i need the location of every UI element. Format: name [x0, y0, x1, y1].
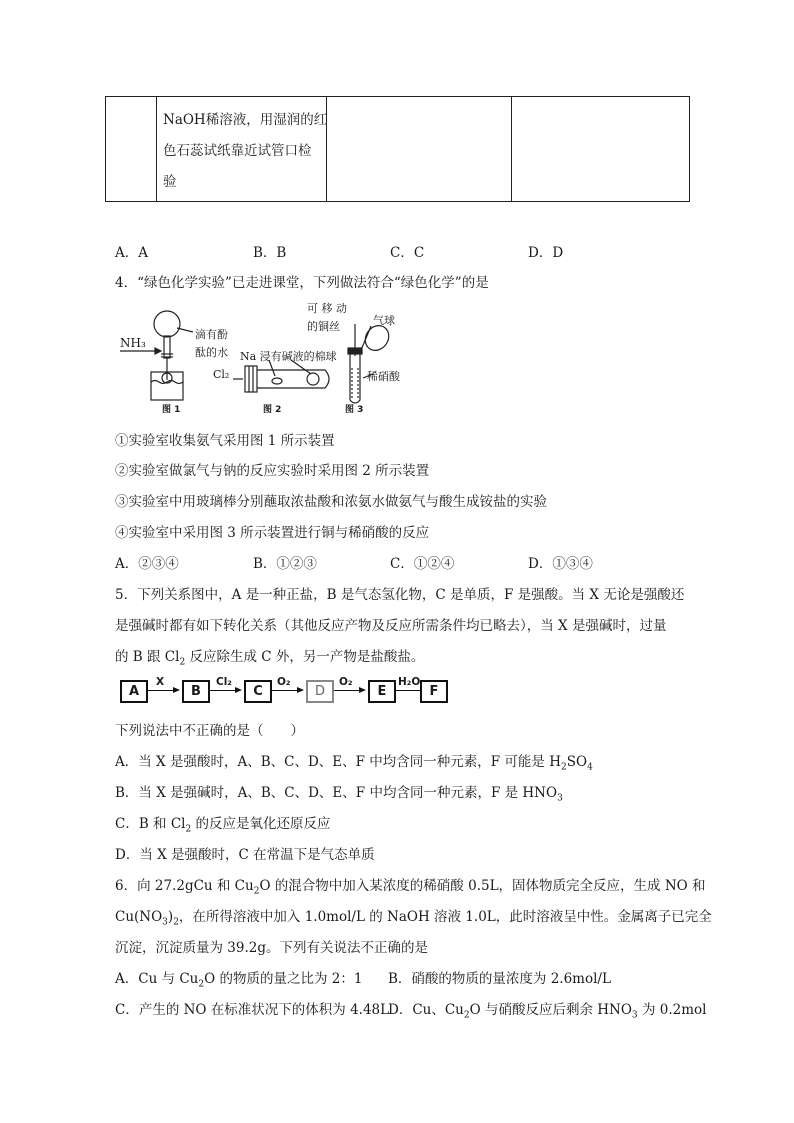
- q4-statement-2: ②实验室做氯气与钠的反应实验时采用图 2 所示装置: [115, 463, 430, 479]
- q6-option-c[interactable]: C．产生的 NO 在标准状况下的体积为 4.48L: [115, 1002, 390, 1018]
- q4-option-b[interactable]: B．①②③: [253, 556, 317, 572]
- table-cell-text: [163, 105, 331, 198]
- q3-option-d[interactable]: D．D: [528, 245, 564, 261]
- flow-arrow: O₂: [272, 690, 302, 691]
- flow-box-a: A: [120, 680, 148, 703]
- q4-statement-4: ④实验室中采用图 3 所示装置进行铜与稀硝酸的反应: [115, 525, 430, 541]
- q6-stem-line3: 沉淀，沉淀质量为 39.2g。下列有关说法不正确的是: [115, 940, 428, 956]
- q4-stem: 4．“绿色化学实验”已走进课堂，下列做法符合“绿色化学”的是: [115, 275, 489, 291]
- q5-stem-line1: 5．下列关系图中，A 是一种正盐，B 是气态氢化物，C 是单质，F 是强酸。当 X 无论是强酸还: [115, 587, 685, 603]
- fig2-label: Na 浸有碱液的棉球: [240, 350, 337, 363]
- fig1-label-line1: 滴有酚: [195, 328, 228, 341]
- cl2-label: Cl₂: [213, 368, 230, 381]
- table-divider: [156, 97, 157, 201]
- q5-option-d[interactable]: D．当 X 是强酸时，C 在常温下是气态单质: [115, 847, 375, 863]
- q5-option-a[interactable]: A．当 X 是强酸时，A、B、C、D、E、F 中均含同一种元素，F 可能是 $H_2SO_4$: [115, 754, 593, 773]
- q4-statement-1: ①实验室收集氨气采用图 1 所示装置: [115, 433, 335, 449]
- q5-option-b[interactable]: B．当 X 是强碱时，A、B、C、D、E、F 中均含同一种元素，F 是 $HNO_3$: [115, 785, 563, 804]
- q4-option-d[interactable]: D．①③④: [528, 556, 593, 572]
- nh3-label: NH₃: [120, 336, 146, 350]
- q6-option-b[interactable]: B．硝酸的物质的量浓度为 2.6mol/L: [388, 971, 611, 987]
- flow-box-c: C: [244, 680, 272, 703]
- q4-statement-3: ③实验室中用玻璃棒分别蘸取浓盐酸和浓氨水做氨气与酸生成铵盐的实验: [115, 494, 547, 510]
- q3-option-a[interactable]: A．A: [115, 245, 148, 261]
- table-cell-line: 验: [163, 174, 177, 190]
- q3-option-b[interactable]: B．B: [253, 245, 287, 261]
- q5-question: 下列说法中不正确的是（ ）: [115, 723, 304, 739]
- table-cell-line: 色石蕊试纸靠近试管口检: [163, 143, 312, 159]
- flow-box-e: E: [368, 680, 396, 703]
- fig1-label-line2: 酞的水: [195, 346, 228, 359]
- flow-arrow: H₂O: [396, 690, 426, 691]
- fig3-label-line1: 可 移 动: [307, 302, 347, 315]
- q6-stem-line2: $Cu(NO_3)_2$，在所得溶液中加入 1.0mol/L 的 NaOH 溶液 1.0L，此时溶液呈中性。金属离子已完全: [115, 909, 712, 928]
- q6-stem-line1: 6．向 27.2gCu 和 $Cu_2O$ 的混合物中加入某浓度的稀硝酸 0.5L，固体物质完全反应，生成 NO 和: [115, 878, 706, 897]
- flow-box-b: B: [182, 680, 210, 703]
- q5-stem-line2: 是强碱时都有如下转化关系（其他反应产物及反应所需条件均已略去），当 X 是强碱时，过量: [115, 618, 667, 634]
- fig3-caption: 图 3: [345, 405, 364, 415]
- fig3-acid-label: 稀硝酸: [367, 370, 400, 383]
- table-divider: [511, 97, 512, 201]
- fig1-caption: 图 1: [162, 405, 181, 415]
- flow-box-f: F: [420, 680, 448, 703]
- q5-option-c[interactable]: C．B 和 $Cl_2$ 的反应是氧化还原反应: [115, 816, 331, 835]
- flow-box-d: D: [306, 680, 334, 703]
- fig3-label-line2: 的铜丝: [307, 320, 340, 333]
- q6-option-a[interactable]: A．Cu 与 $Cu_2O$ 的物质的量之比为 2：1: [115, 971, 363, 990]
- q5-flow-diagram: [118, 677, 448, 707]
- fig2-caption: 图 2: [263, 405, 282, 415]
- q4-option-a[interactable]: A．②③④: [115, 556, 179, 572]
- q6-option-d[interactable]: D．Cu、$Cu_2O$ 与硝酸反应后剩余 $HNO_3$ 为 0.2mol: [388, 1002, 707, 1021]
- q4-apparatus-figure: [115, 296, 415, 414]
- flow-arrow: X: [148, 690, 178, 691]
- q4-option-c[interactable]: C．①②④: [390, 556, 455, 572]
- q5-stem-line3: 的 B 跟 $Cl_2$ 反应除生成 C 外，另一产物是盐酸盐。: [115, 649, 425, 668]
- flow-arrow: O₂: [334, 690, 364, 691]
- table-cell-line: NaOH稀溶液，用湿润的红: [163, 112, 328, 128]
- answer-table: [105, 96, 690, 202]
- fig3-balloon-label: 气球: [373, 314, 395, 327]
- q3-option-c[interactable]: C．C: [390, 245, 425, 261]
- flow-arrow: Cl₂: [210, 690, 240, 691]
